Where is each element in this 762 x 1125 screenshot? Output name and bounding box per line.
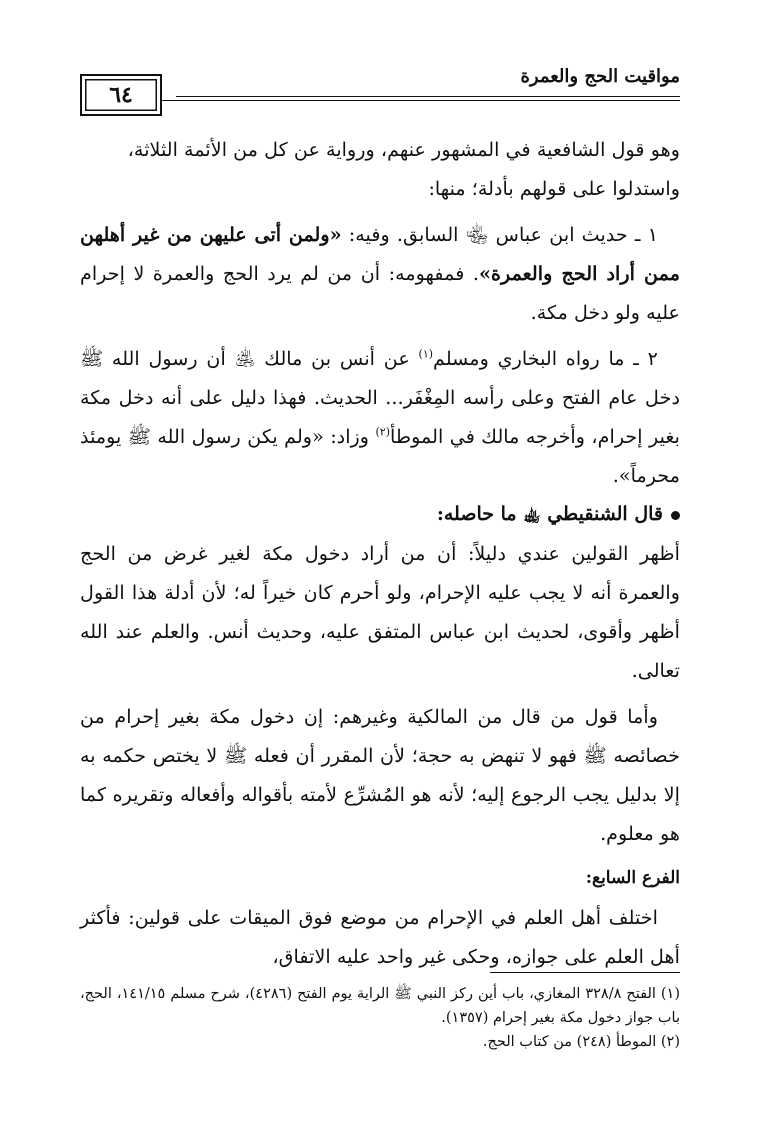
page-header [80,58,680,120]
footnote-ref-1: (١) [418,347,434,361]
hadith-quote: «ولمن أتى عليهن من غير أهلهن ممن أراد الحج والعمرة» [80,223,680,285]
book-page [80,58,680,1088]
footnote-ref-2: (٢) [375,425,390,439]
footnote-separator [490,972,680,973]
bullet-icon [671,511,680,520]
paragraph-opinion: أظهر القولين عندي دليلاً: أن من أراد دخول مكة لغير غرض من الحج والعمرة أنه لا يجب عليه الإحرام، ولو أحرم كان خيراً له؛ لأن أدلة هذا القول أظهر وأقوى، لحديث ابن عباس المتفق عليه، وحديث أنس. والعلم عند الله تعالى. [80,542,680,682]
page-body [80,130,680,976]
header-rule-double [80,100,680,101]
page-number: ٦٤ [80,74,162,116]
paragraph-evidence-2: ٢ ـ ما رواه البخاري ومسلم$^{(١)}$ عن أنس بن مالك ﵁ أن رسول الله ﷺ دخل عام الفتح وعلى رأسه المِغْفَر... الحديث. فهذا دليل على أنه دخل مكة بغير إحرام، وأخرجه مالك في الموطأ$^{(٢)}$ وزاد: «ولم يكن رسول الله ﷺ يومئذ محرماً». [80,347,680,487]
running-title: مواقيت الحج والعمرة [520,66,680,87]
paragraph-branch-7: اختلف أهل العلم في الإحرام من موضع فوق الميقات على قولين: فأكثر أهل العلم على جوازه، وحكى غير واحد عليه الاتفاق، [80,906,680,968]
footnotes [80,982,680,1054]
paragraph-rebuttal: وأما قول من قال من المالكية وغيرهم: إن دخول مكة بغير إحرام من خصائصه ﷺ فهو لا تنهض به حجة؛ لأن المقرر أن فعله ﷺ لا يختص حكمه به إلا بدليل يجب الرجوع إليه؛ لأنه هو المُشرِّع لأمته بأقواله وأفعاله وتقريره كما هو معلوم. [80,705,680,845]
paragraph-intro: وهو قول الشافعية في المشهور عنهم، ورواية عن كل من الأئمة الثلاثة، واستدلوا على قولهم بأدلة؛ منها: [127,138,680,200]
paragraph-evidence-1: ١ ـ حديث ابن عباس ﵄ السابق. وفيه: «ولمن أتى عليهن من غير أهلهن ممن أراد الحج والعمرة». فمفهومه: أن من لم يرد الحج والعمرة لا إحرام عليه ولو دخل مكة. [80,223,680,324]
footnote-1: (١) الفتح ٣٢٨/٨ المغازي، باب أين ركز النبي ﷺ الراية يوم الفتح (٤٢٨٦)، شرح مسلم ١٤١/١٥، الحج، باب جواز دخول مكة بغير إحرام (١٣٥٧). [80,986,681,1026]
footnote-2: (٢) الموطأ (٢٤٨) من كتاب الحج. [482,1034,680,1050]
section-heading-branch-7: الفرع السابع: [585,868,680,888]
section-heading-shanqiti: قال الشنقيطي ﵀ ما حاصله: [80,495,680,534]
